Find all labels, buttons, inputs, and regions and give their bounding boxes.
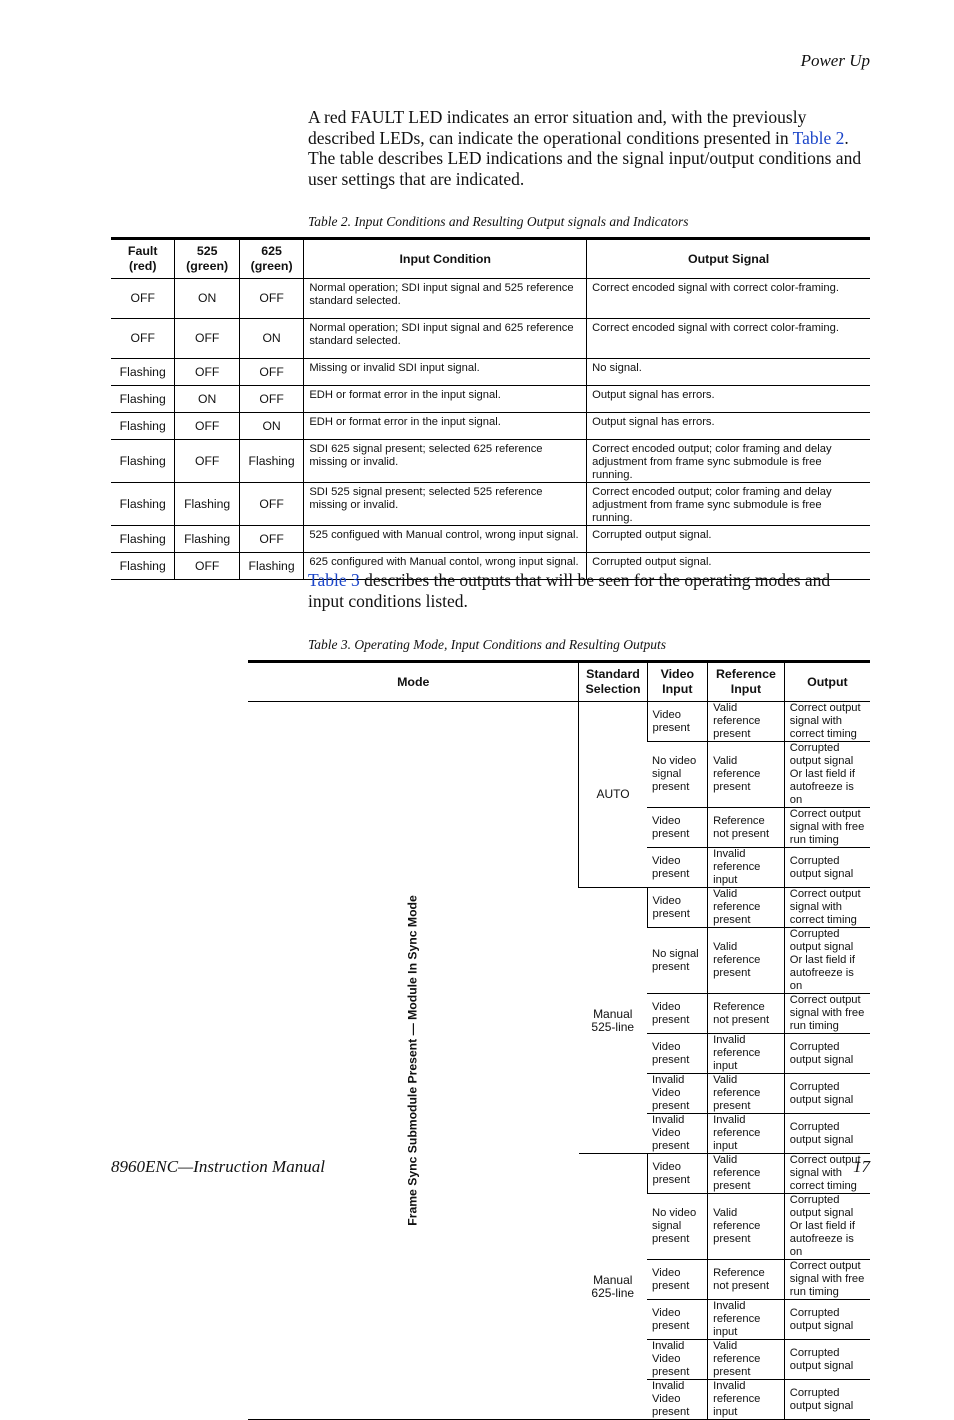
table-3-cell: No video signal present <box>647 1194 708 1260</box>
table-3 <box>248 660 870 1420</box>
table-2-cell: Flashing <box>111 359 175 386</box>
table-2-cell: 625 configured with Manual contol, wrong input signal. <box>304 553 587 580</box>
table-2-cell: Flashing <box>111 483 175 526</box>
table-2-cell: Flashing <box>111 440 175 483</box>
table-2-row <box>111 413 870 440</box>
table-2-cell: Flashing <box>111 553 175 580</box>
table-3-cell: Invalid reference input <box>708 1034 785 1074</box>
table-2-row <box>111 359 870 386</box>
table-2-cell: 525 configued with Manual control, wrong input signal. <box>304 526 587 553</box>
table-2-cell: Flashing <box>175 483 239 526</box>
middle-text-after: describes the outputs that will be seen for the operating modes and input conditions listed. <box>308 570 831 611</box>
table-2-cell: Flashing <box>239 553 303 580</box>
table-2-cell: OFF <box>239 386 303 413</box>
table-2-cell: Corrupted output signal. <box>587 553 870 580</box>
table-3-cell: Video present <box>647 1260 708 1300</box>
table-2-cell: EDH or format error in the input signal. <box>304 386 587 413</box>
table-3-cell: Corrupted output signal Or last field if autofreeze is on <box>784 1194 870 1260</box>
table-3-cell: Video present <box>647 1154 708 1194</box>
table-2-cell: Normal operation; SDI input signal and 625 reference standard selected. <box>304 319 587 359</box>
mode-cell <box>248 702 579 1420</box>
table-2-cell: Flashing <box>111 413 175 440</box>
table-3-cell: Valid reference present <box>708 888 785 928</box>
table-3-header-cell: Output <box>784 662 870 702</box>
table-2-cell: OFF <box>175 413 239 440</box>
table-3-cell: Reference not present <box>708 994 785 1034</box>
page-number: 17 <box>853 1157 870 1176</box>
table-2-cell: SDI 625 signal present; selected 625 reference missing or invalid. <box>304 440 587 483</box>
manual-title: 8960ENC—Instruction Manual <box>111 1157 325 1176</box>
table-2-cell: Flashing <box>111 526 175 553</box>
table-3-cell: No signal present <box>647 928 708 994</box>
table-2-header-cell: Output Signal <box>587 239 870 279</box>
table-2-cell: Correct encoded output; color framing and delay adjustment from frame sync submodule is free running. <box>587 483 870 526</box>
table-3-cell: Video present <box>647 888 708 928</box>
table-3-cell: Valid reference present <box>708 702 785 742</box>
standard-selection-cell: Manual 525-line <box>579 888 647 1154</box>
table-2-cell: Output signal has errors. <box>587 386 870 413</box>
table-3-cell: Corrupted output signal <box>784 1074 870 1114</box>
table-2-cell: OFF <box>175 440 239 483</box>
table-3-cell: Correct output signal with free run timing <box>784 808 870 848</box>
table-3-cell: Video present <box>647 848 708 888</box>
table-3-cell: Valid reference present <box>708 1340 785 1380</box>
table-3-cell: Reference not present <box>708 1260 785 1300</box>
table-2-cell: No signal. <box>587 359 870 386</box>
table-2-cell: SDI 525 signal present; selected 525 reference missing or invalid. <box>304 483 587 526</box>
table-3-cell: Valid reference present <box>708 1074 785 1114</box>
table-3-cell: Invalid reference input <box>708 1300 785 1340</box>
table-2-cell: OFF <box>175 359 239 386</box>
table-3-cell: Invalid Video present <box>647 1380 708 1420</box>
table-2-cell: Flashing <box>175 526 239 553</box>
table-3-cell: Video present <box>647 994 708 1034</box>
table-2-cell: OFF <box>175 319 239 359</box>
standard-selection-cell: AUTO <box>579 702 647 888</box>
table-3-cell: Correct output signal with free run timing <box>784 1260 870 1300</box>
table-2-cell: Normal operation; SDI input signal and 525 reference standard selected. <box>304 279 587 319</box>
table-2-cell: Correct encoded signal with correct color-framing. <box>587 319 870 359</box>
table-2-header-cell: Input Condition <box>304 239 587 279</box>
table-2-cell: OFF <box>239 359 303 386</box>
table-2-cell: ON <box>175 279 239 319</box>
table-3-cell: No video signal present <box>647 742 708 808</box>
table-2-caption: Table 2. Input Conditions and Resulting Output signals and Indicators <box>308 214 689 229</box>
table-3-cell: Corrupted output signal <box>784 1300 870 1340</box>
table-2-link[interactable]: Table 2 <box>792 127 845 148</box>
table-3-row <box>248 702 870 742</box>
table-2-cell: OFF <box>111 319 175 359</box>
table-3-cell: Invalid Video present <box>647 1074 708 1114</box>
table-3-cell: Correct output signal with free run timing <box>784 994 870 1034</box>
mode-label: Frame Sync Submodule Present — Module In Sync Mode <box>405 894 420 1226</box>
table-2-cell: OFF <box>175 553 239 580</box>
table-2-cell: Output signal has errors. <box>587 413 870 440</box>
table-3-cell: Corrupted output signal Or last field if autofreeze is on <box>784 742 870 808</box>
table-3-cell: Video present <box>647 1300 708 1340</box>
table-2-cell: OFF <box>239 483 303 526</box>
table-2-row <box>111 526 870 553</box>
table-3-cell: Correct output signal with correct timing <box>784 888 870 928</box>
table-2-row <box>111 386 870 413</box>
table-2-row <box>111 440 870 483</box>
table-3-cell: Invalid reference input <box>708 1114 785 1154</box>
table-3-cell: Correct output signal with correct timing <box>784 702 870 742</box>
standard-selection-cell: Manual 625-line <box>579 1154 647 1420</box>
table-2-row <box>111 279 870 319</box>
table-3-cell: Valid reference present <box>708 742 785 808</box>
table-3-cell: Video present <box>647 1034 708 1074</box>
table-3-cell: Corrupted output signal <box>784 1340 870 1380</box>
table-3-cell: Invalid reference input <box>708 1380 785 1420</box>
table-2 <box>111 237 870 580</box>
table-2-cell: OFF <box>239 279 303 319</box>
intro-paragraph <box>308 107 870 189</box>
table-2-cell: Correct encoded signal with correct color-framing. <box>587 279 870 319</box>
table-2-cell: OFF <box>239 526 303 553</box>
table-2-cell: OFF <box>111 279 175 319</box>
table-3-cell: Video present <box>647 702 708 742</box>
table-3-cell: Invalid reference input <box>708 848 785 888</box>
table-3-cell: Valid reference present <box>708 928 785 994</box>
table-3-cell: Corrupted output signal <box>784 1380 870 1420</box>
table-3-header-cell: Video Input <box>647 662 708 702</box>
table-2-header-cell: Fault (red) <box>111 239 175 279</box>
table-2-cell: Flashing <box>239 440 303 483</box>
table-2-cell: ON <box>239 319 303 359</box>
table-3-header-cell: Mode <box>248 662 579 702</box>
table-3-cell: Video present <box>647 808 708 848</box>
table-2-header-cell: 625 (green) <box>239 239 303 279</box>
table-3-cell: Invalid Video present <box>647 1340 708 1380</box>
table-2-header-cell: 525 (green) <box>175 239 239 279</box>
table-2-cell: ON <box>175 386 239 413</box>
table-3-header-cell: Reference Input <box>708 662 785 702</box>
table-2-cell: Correct encoded output; color framing and delay adjustment from frame sync submodule is free running. <box>587 440 870 483</box>
table-3-cell: Corrupted output signal <box>784 848 870 888</box>
table-3-cell: Invalid Video present <box>647 1114 708 1154</box>
table-3-cell: Valid reference present <box>708 1154 785 1194</box>
table-2-cell: Corrupted output signal. <box>587 526 870 553</box>
table-2-row <box>111 483 870 526</box>
table-3-cell: Correct output signal with correct timing <box>784 1154 870 1194</box>
table-3-cell: Corrupted output signal Or last field if autofreeze is on <box>784 928 870 994</box>
table-2-cell: EDH or format error in the input signal. <box>304 413 587 440</box>
table-2-cell: ON <box>239 413 303 440</box>
table-2-row <box>111 319 870 359</box>
table-3-link[interactable]: Table 3 <box>308 570 360 590</box>
intro-text-before: A red FAULT LED indicates an error situation and, with the previously described LEDs, can indicate the operational conditions presented in <box>308 107 807 148</box>
table-3-header-cell: Standard Selection <box>579 662 647 702</box>
middle-paragraph <box>308 570 870 611</box>
table-3-cell: Corrupted output signal <box>784 1114 870 1154</box>
table-3-caption: Table 3. Operating Mode, Input Conditions and Resulting Outputs <box>308 637 667 652</box>
table-3-cell: Reference not present <box>708 808 785 848</box>
table-3-cell: Valid reference present <box>708 1194 785 1260</box>
section-title: Power Up <box>800 51 870 70</box>
table-3-cell: Corrupted output signal <box>784 1034 870 1074</box>
table-2-cell: Missing or invalid SDI input signal. <box>304 359 587 386</box>
intro-text-after: . The table describes LED indications and the signal input/output conditions and user settings that are indicated. <box>308 127 862 189</box>
table-2-cell: Flashing <box>111 386 175 413</box>
